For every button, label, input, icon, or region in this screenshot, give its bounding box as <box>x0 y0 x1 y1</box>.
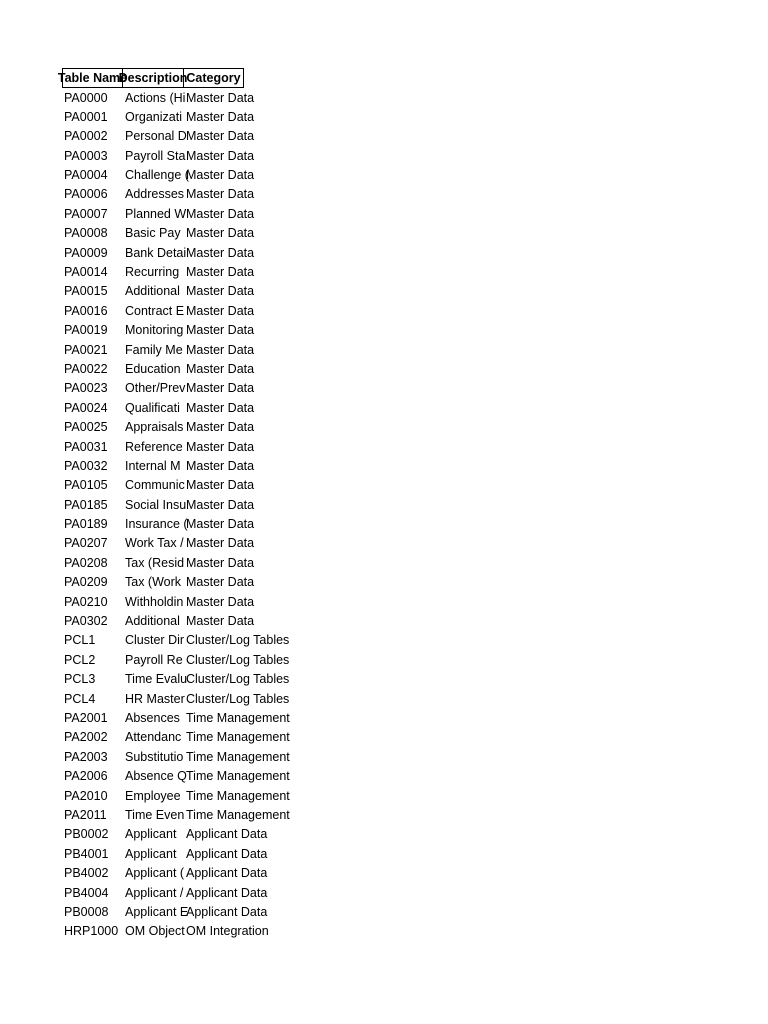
cell-category: Master Data <box>186 439 255 454</box>
cell-table-name: PA0014 <box>64 265 108 280</box>
cell-table-name: PA0002 <box>64 129 108 144</box>
cell-category: Master Data <box>186 148 255 163</box>
cell-category: Master Data <box>186 420 255 435</box>
cell-category: Master Data <box>186 323 255 338</box>
header-table-name-label: Table Name <box>57 71 128 85</box>
cell-table-name: PA0031 <box>64 439 108 454</box>
cell-category: Master Data <box>186 478 255 493</box>
cell-table-name: PCL2 <box>64 652 96 667</box>
cell-description: Absence Q <box>125 769 187 784</box>
table-row <box>62 321 255 340</box>
header-description <box>118 68 188 88</box>
cell-table-name: PA0210 <box>64 594 108 609</box>
cell-description: Appraisals <box>125 420 184 435</box>
cell-category: Time Management <box>186 711 290 725</box>
cell-table-name: PA2002 <box>64 730 108 745</box>
cell-description: Recurring <box>125 265 180 280</box>
table-row <box>62 418 255 437</box>
cell-category: Time Management <box>186 749 290 764</box>
header-category <box>184 68 244 88</box>
table-row <box>62 670 290 689</box>
cell-category: Master Data <box>186 555 255 570</box>
cell-table-name: PB0008 <box>64 904 109 919</box>
table-row <box>62 147 255 166</box>
table-row <box>62 108 255 127</box>
table-body <box>62 89 290 942</box>
cell-table-name: PA0207 <box>64 536 108 551</box>
cell-category: Master Data <box>186 458 255 473</box>
cell-table-name: PA0024 <box>64 400 108 415</box>
cell-description: Additional <box>125 284 180 299</box>
cell-table-name: PA0209 <box>64 575 108 590</box>
cell-category: Time Management <box>186 807 290 822</box>
cell-category: Master Data <box>186 381 255 396</box>
table-row <box>62 224 255 243</box>
table-row <box>62 534 255 553</box>
cell-table-name: PA0025 <box>64 420 108 435</box>
cell-description: Basic Pay <box>125 226 181 241</box>
cell-category: Master Data <box>186 400 255 415</box>
cell-category: Cluster/Log Tables <box>186 633 290 648</box>
cell-description: Personal D <box>125 129 187 144</box>
cell-category: Applicant Data <box>186 885 268 900</box>
cell-description: Communic <box>125 478 185 493</box>
cell-category: Applicant Data <box>186 866 268 881</box>
table-row <box>62 554 255 573</box>
cell-description: Withholdin <box>125 594 184 609</box>
table-row <box>62 438 255 457</box>
spreadsheet-table <box>57 68 290 941</box>
table-row <box>62 825 268 844</box>
table-row <box>62 651 290 670</box>
table-row <box>62 399 255 418</box>
table-row <box>62 282 255 301</box>
table-row <box>62 302 255 321</box>
cell-description: Substitutio <box>125 749 184 764</box>
cell-table-name: HRP1000 <box>64 924 119 939</box>
cell-category: Master Data <box>186 109 255 124</box>
cell-table-name: PA0023 <box>64 381 108 396</box>
cell-category: Master Data <box>186 129 255 144</box>
cell-description: Contract E <box>125 303 185 318</box>
table-row <box>62 89 255 108</box>
cell-category: Master Data <box>186 594 255 609</box>
cell-table-name: PA0016 <box>64 303 108 318</box>
cell-category: Master Data <box>186 226 255 241</box>
table-row <box>62 864 268 883</box>
cell-description: Applicant ( <box>125 866 185 881</box>
cell-category: Master Data <box>186 303 255 318</box>
cell-description: Time Even <box>125 807 185 822</box>
cell-description: Social Insu <box>125 497 187 512</box>
cell-table-name: PCL1 <box>64 633 96 648</box>
cell-category: Cluster/Log Tables <box>186 652 290 667</box>
table-row <box>62 593 255 612</box>
cell-table-name: PA0032 <box>64 458 108 473</box>
cell-description: Tax (Work <box>125 575 182 590</box>
table-row <box>62 496 255 515</box>
cell-description: Applicant <box>125 846 177 861</box>
cell-table-name: PA0003 <box>64 148 108 163</box>
table-row <box>62 457 255 476</box>
cell-table-name: PA2003 <box>64 749 108 764</box>
cell-table-name: PA0208 <box>64 555 108 570</box>
cell-category: Time Management <box>186 769 290 784</box>
table-row <box>62 748 290 767</box>
cell-description: Applicant / <box>125 885 184 900</box>
cell-category: Master Data <box>186 284 255 299</box>
header-row <box>57 68 244 88</box>
cell-description: Time Evalu <box>125 672 188 687</box>
cell-category: Master Data <box>186 187 255 202</box>
table-row <box>62 263 255 282</box>
cell-description: Reference <box>125 439 183 454</box>
cell-description: Challenge ( <box>125 168 189 183</box>
table-row <box>62 341 255 360</box>
cell-category: Time Management <box>186 730 290 745</box>
table-row <box>62 631 290 650</box>
header-table-name <box>57 68 128 88</box>
header-category-label: Category <box>186 71 241 85</box>
cell-description: Planned W <box>125 206 187 221</box>
cell-description: Internal M <box>125 458 181 473</box>
cell-description: Employee <box>125 788 181 803</box>
cell-category: Applicant Data <box>186 846 268 861</box>
table-row <box>62 728 290 747</box>
cell-description: Applicant <box>125 827 177 842</box>
table-row <box>62 244 255 263</box>
cell-category: Applicant Data <box>186 827 268 842</box>
cell-category: Master Data <box>186 497 255 512</box>
cell-table-name: PA0185 <box>64 497 108 512</box>
table-row <box>62 476 255 495</box>
table-row <box>62 884 268 903</box>
cell-category: Master Data <box>186 614 255 629</box>
table-row <box>62 767 290 786</box>
cell-table-name: PA0001 <box>64 109 108 124</box>
cell-table-name: PA2006 <box>64 769 108 784</box>
table-row <box>62 127 255 146</box>
cell-table-name: PA0004 <box>64 168 108 183</box>
cell-category: Master Data <box>186 90 255 105</box>
cell-category: Master Data <box>186 206 255 221</box>
table-row <box>62 709 290 728</box>
cell-description: Monitoring <box>125 323 184 338</box>
cell-description: Additional <box>125 614 180 629</box>
table-row <box>62 573 255 592</box>
cell-table-name: PA0008 <box>64 226 108 241</box>
cell-table-name: PA0105 <box>64 478 108 493</box>
table-row <box>62 360 255 379</box>
cell-description: Organizati <box>125 109 182 124</box>
cell-description: Applicant E <box>125 904 189 919</box>
table-row <box>62 379 255 398</box>
cell-category: Master Data <box>186 168 255 183</box>
cell-description: Other/Prev <box>125 381 186 396</box>
cell-description: Actions (Hi <box>125 90 186 105</box>
cell-category: Master Data <box>186 575 255 590</box>
table-row <box>62 612 255 631</box>
cell-category: Master Data <box>186 361 255 376</box>
cell-table-name: PA0007 <box>64 206 108 221</box>
table-row <box>62 845 268 864</box>
cell-description: Payroll Re <box>125 652 183 667</box>
cell-table-name: PB4001 <box>64 846 109 861</box>
cell-table-name: PA0302 <box>64 614 108 629</box>
cell-table-name: PA0015 <box>64 284 108 299</box>
cell-category: Cluster/Log Tables <box>186 691 290 706</box>
cell-description: Cluster Dir <box>125 633 185 648</box>
cell-description: Attendanc <box>125 730 182 745</box>
cell-table-name: PB4004 <box>64 885 109 900</box>
header-description-label: Description <box>118 71 188 85</box>
cell-table-name: PA2001 <box>64 711 108 725</box>
cell-category: Cluster/Log Tables <box>186 672 290 687</box>
cell-table-name: PA2011 <box>64 807 107 822</box>
cell-table-name: PA0006 <box>64 187 108 202</box>
cell-description: Absences <box>125 711 180 725</box>
cell-table-name: PB4002 <box>64 866 109 881</box>
cell-category: Time Management <box>186 788 290 803</box>
table-row <box>62 690 290 709</box>
cell-description: HR Master <box>125 691 185 706</box>
table-row <box>62 515 255 534</box>
cell-category: Applicant Data <box>186 904 268 919</box>
cell-category: Master Data <box>186 342 255 357</box>
cell-category: Master Data <box>186 517 255 532</box>
cell-table-name: PA0189 <box>64 517 108 532</box>
cell-table-name: PA0019 <box>64 323 108 338</box>
cell-description: Qualificati <box>125 400 180 415</box>
cell-table-name: PA0009 <box>64 245 108 260</box>
cell-description: Family Me <box>125 342 183 357</box>
cell-description: Insurance ( <box>125 517 188 532</box>
cell-table-name: PCL3 <box>64 672 96 687</box>
cell-category: Master Data <box>186 536 255 551</box>
table-row <box>62 185 255 204</box>
cell-description: Tax (Resid <box>125 555 185 570</box>
cell-description: Bank Detai <box>125 245 187 260</box>
cell-table-name: PCL4 <box>64 691 96 706</box>
cell-table-name: PA0021 <box>64 342 108 357</box>
table-row <box>62 787 290 806</box>
table-row <box>62 205 255 224</box>
cell-table-name: PA2010 <box>64 788 108 803</box>
table-row <box>62 903 268 922</box>
cell-table-name: PB0002 <box>64 827 109 842</box>
cell-category: Master Data <box>186 265 255 280</box>
table-row <box>62 922 269 941</box>
cell-table-name: PA0022 <box>64 361 108 376</box>
table-row <box>62 166 255 185</box>
cell-category: Master Data <box>186 245 255 260</box>
table-row <box>62 806 290 825</box>
cell-category: OM Integration <box>186 924 269 939</box>
cell-description: Education <box>125 361 181 376</box>
cell-description: OM Object <box>125 924 185 939</box>
cell-description: Addresses <box>125 187 185 202</box>
cell-description: Payroll Sta <box>125 148 186 163</box>
cell-description: Work Tax / <box>125 536 184 551</box>
cell-table-name: PA0000 <box>64 90 108 105</box>
